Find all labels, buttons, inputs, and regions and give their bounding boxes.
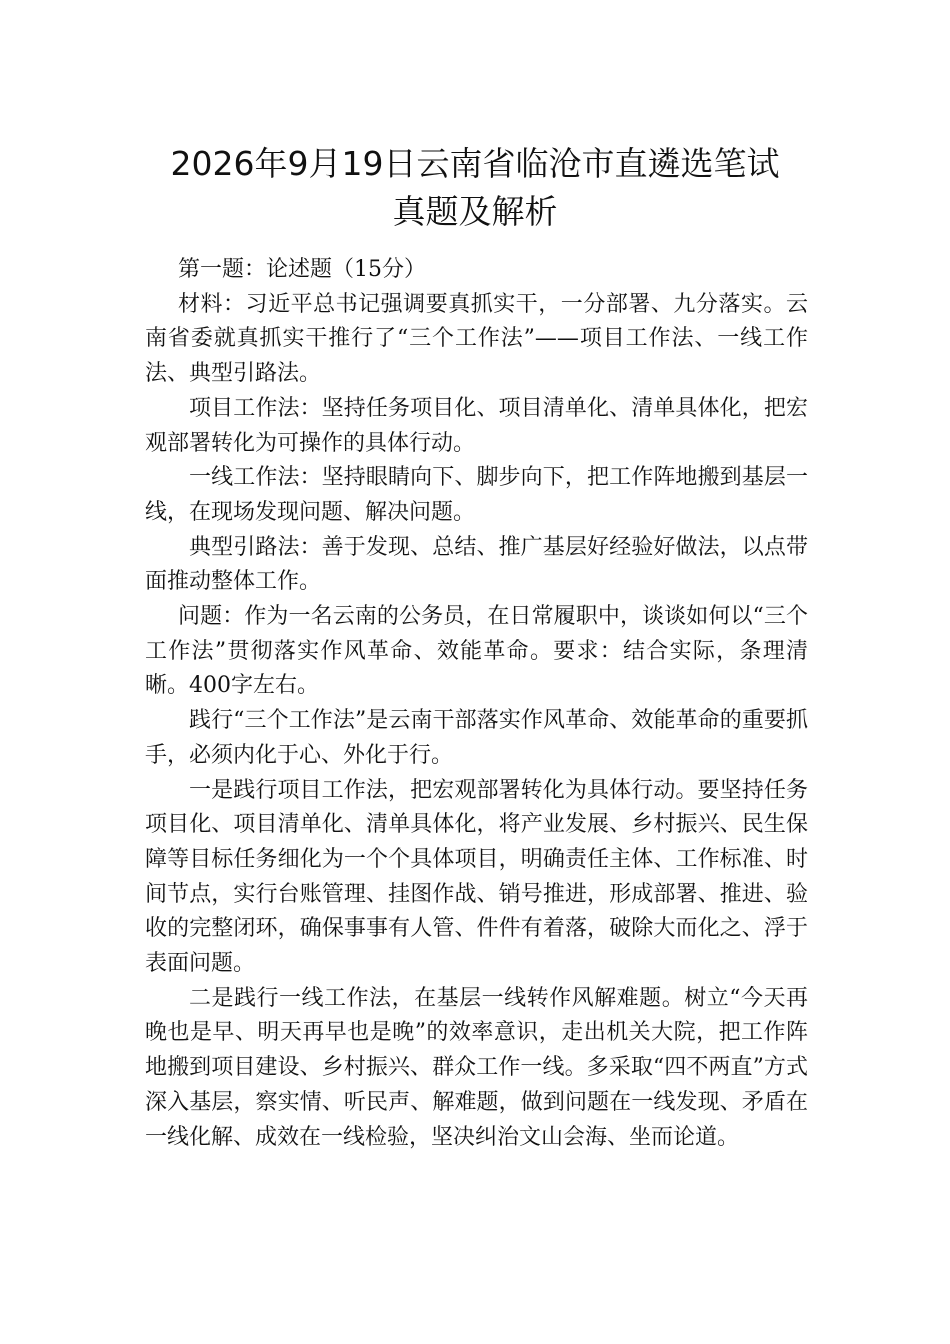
method-project-paragraph: 项目工作法：坚持任务项目化、项目清单化、清单具体化，把宏观部署转化为可操作的具体行动。 bbox=[145, 395, 808, 456]
title-line-1: 2026年9月19日云南省临沧市直遴选笔试 bbox=[170, 144, 780, 183]
document-title bbox=[120, 140, 830, 236]
title-line-2: 真题及解析 bbox=[392, 192, 558, 231]
answer-intro-paragraph: 践行“三个工作法”是云南干部落实作风革命、效能革命的重要抓手，必须内化于心、外化于行。 bbox=[145, 708, 808, 768]
answer-point-1-paragraph: 一是践行项目工作法，把宏观部署转化为具体行动。要坚持任务项目化、项目清单化、清单具体化，将产业发展、乡村振兴、民生保障等目标任务细化为一个个具体项目，明确责任主体、工作标准、时间节点，实行台账管理、挂图作战、销号推进，形成部署、推进、验收的完整闭环，确保事事有人管、件件有着落，破除大而化之、浮于表面问题。 bbox=[145, 777, 808, 977]
document-body bbox=[145, 253, 808, 1155]
method-frontline-paragraph: 一线工作法：坚持眼睛向下、脚步向下，把工作阵地搬到基层一线，在现场发现问题、解决问题。 bbox=[145, 465, 808, 525]
question-paragraph: 问题：作为一名云南的公务员，在日常履职中，谈谈如何以“三个工作法”贯彻落实作风革命、效能革命。要求：结合实际，条理清晰。400字左右。 bbox=[145, 604, 808, 699]
method-example-paragraph: 典型引路法：善于发现、总结、推广基层好经验好做法，以点带面推动整体工作。 bbox=[145, 534, 808, 595]
material-paragraph: 材料：习近平总书记强调要真抓实干，一分部署、九分落实。云南省委就真抓实干推行了“三个工作法”——项目工作法、一线工作法、典型引路法。 bbox=[145, 291, 808, 387]
question-heading: 第一题：论述题（15分） bbox=[178, 257, 426, 282]
answer-point-2-paragraph: 二是践行一线工作法，在基层一线转作风解难题。树立“今天再晚也是早、明天再早也是晚”的效率意识，走出机关大院，把工作阵地搬到项目建设、乡村振兴、群众工作一线。多采取“四不两直”方式深入基层，察实情、听民声、解难题，做到问题在一线发现、矛盾在一线化解、成效在一线检验，坚决纠治文山会海、坐而论道。 bbox=[145, 985, 808, 1150]
